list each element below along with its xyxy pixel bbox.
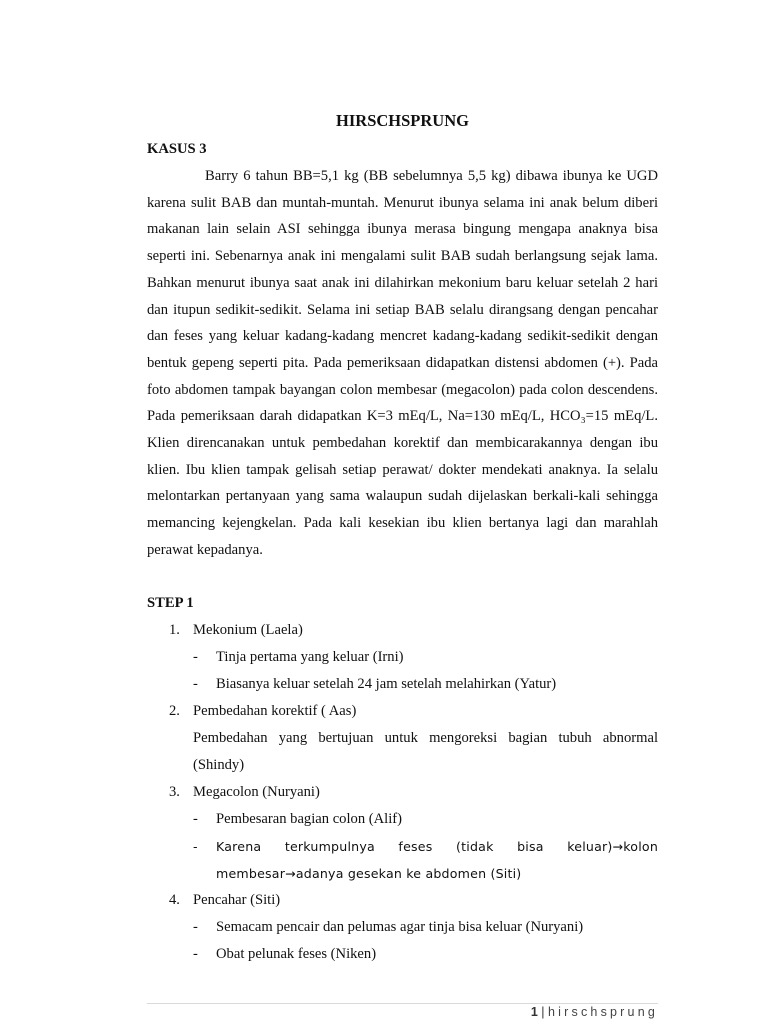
- sub-list: [193, 806, 658, 887]
- item-term: Megacolon (Nuryani): [193, 784, 320, 800]
- footer-text: hirschsprung: [548, 1005, 658, 1019]
- sub-item-text: Semacam pencair dan pelumas agar tinja bisa keluar (Nuryani): [216, 919, 584, 935]
- dash-bullet: -: [193, 919, 198, 935]
- sub-item-text: Karena terkumpulnya feses (tidak bisa keluar)→kolon membesar→adanya gesekan ke abdomen (Siti): [216, 839, 658, 881]
- sub-item-text: Obat pelunak feses (Niken): [216, 946, 377, 962]
- sub-item: [193, 941, 658, 968]
- sub-item-text: Pembesaran bagian colon (Alif): [216, 811, 403, 827]
- item-term: Pembedahan korektif ( Aas): [193, 703, 357, 719]
- list-item-mekonium: [147, 617, 658, 698]
- item-number: 2.: [169, 703, 180, 719]
- sub-item: [193, 914, 658, 941]
- item-number: 3.: [169, 784, 180, 800]
- sub-item: [193, 671, 658, 698]
- dash-bullet: -: [193, 649, 198, 665]
- case-paragraph: Barry 6 tahun BB=5,1 kg (BB sebelumnya 5,5 kg) dibawa ibunya ke UGD karena sulit BAB dan muntah-muntah. Menurut ibunya selama ini anak belum diberi makanan lain selain ASI sehingga ibunya merasa bingung mengapa anaknya bisa seperti ini. Sebenarnya anak ini mengalami sulit BAB sudah berlangsung sejak lama. Bahkan menurut ibunya saat anak ini dilahirkan mekonium baru keluar setelah 2 hari dan itupun sedikit-sedikit. Selama ini setiap BAB selalu dirangsang dengan pencahar dan feses yang keluar kadang-kadang mencret kadang-kadang sedikit-sedikit dengan bentuk gepeng seperti pita. Pada pemeriksaan didapatkan distensi abdomen (+). Pada foto abdomen tampak bayangan colon membesar (megacolon) pada colon descendens. Pada pemeriksaan darah didapatkan K=3 mEq/L, Na=130 mEq/L, HCO₃=15 mEq/L. Klien direncanakan untuk pembedahan korektif dan membicarakannya dengan ibu klien. Ibu klien tampak gelisah setiap perawat/ dokter mendekati anaknya. Ia selalu melontarkan pertanyaan yang sama walaupun sudah dijelaskan berkali-kali sehingga memancing kejengkelan. Pada kali kesekian ibu klien bertanya lagi dan marahlah perawat kepadanya.: [147, 168, 658, 558]
- dash-bullet: -: [193, 946, 198, 962]
- dash-bullet: -: [193, 811, 198, 827]
- sub-item: [193, 644, 658, 671]
- sub-item-text: Tinja pertama yang keluar (Irni): [216, 649, 404, 665]
- footer-separator: |: [541, 1005, 545, 1019]
- document-title: HIRSCHSPRUNG: [336, 111, 469, 130]
- list-item-megacolon: [147, 779, 658, 887]
- sub-item-text: Biasanya keluar setelah 24 jam setelah melahirkan (Yatur): [216, 676, 557, 692]
- page-number: 1: [530, 1005, 538, 1019]
- document-page: [147, 108, 658, 968]
- sub-list: [193, 914, 658, 968]
- sub-item: [193, 833, 658, 887]
- footer-divider: [147, 1003, 658, 1004]
- step-heading: STEP 1: [147, 595, 194, 611]
- dash-bullet: -: [193, 839, 198, 854]
- list-item-pembedahan: [147, 698, 658, 779]
- dash-bullet: -: [193, 676, 198, 692]
- list-item-pencahar: [147, 887, 658, 968]
- item-number: 4.: [169, 892, 180, 908]
- page-footer: [531, 1005, 658, 1019]
- step-list: [147, 617, 658, 968]
- item-term: Pencahar (Siti): [193, 892, 281, 908]
- sub-item: [193, 806, 658, 833]
- item-number: 1.: [169, 622, 180, 638]
- item-term: Mekonium (Laela): [193, 622, 303, 638]
- case-heading: KASUS 3: [147, 141, 207, 157]
- item-definition: Pembedahan yang bertujuan untuk mengoreksi bagian tubuh abnormal (Shindy): [193, 730, 658, 773]
- sub-list: [193, 644, 658, 698]
